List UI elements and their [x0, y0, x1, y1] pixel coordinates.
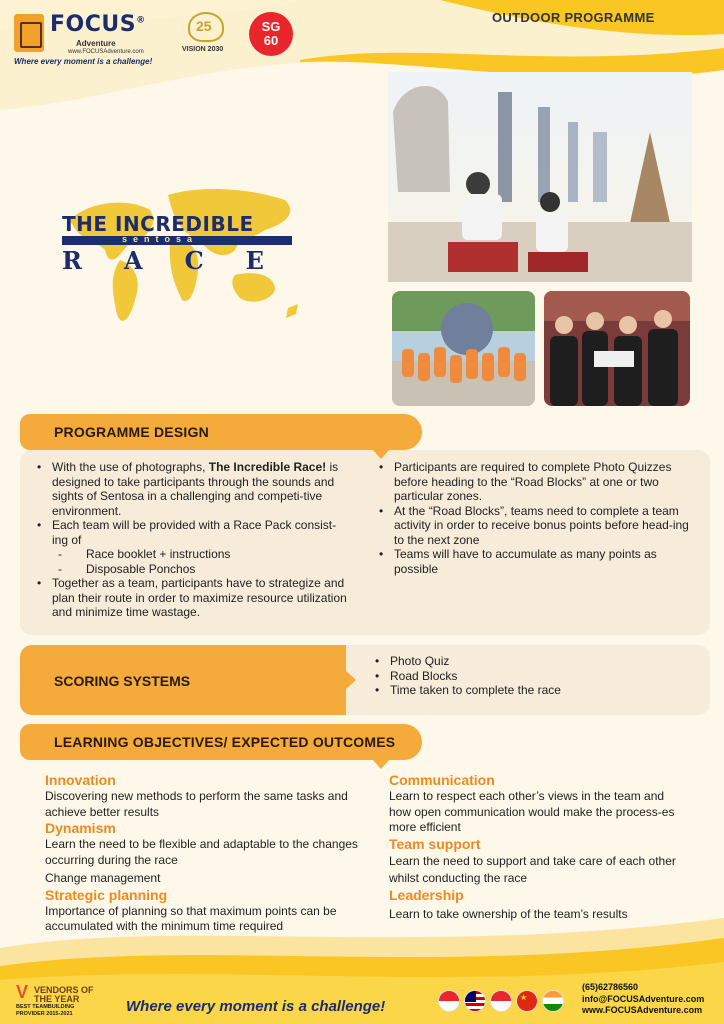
programme-design-title: PROGRAMME DESIGN: [54, 424, 209, 440]
award-line1: VENDORS OF: [34, 985, 94, 995]
badge-text: VISION 2030: [182, 46, 224, 53]
outcome-text: Change management: [45, 871, 161, 885]
programme-design-right: [372, 460, 697, 576]
china-flag-icon: ★: [516, 990, 538, 1012]
incredible-race-logo: [62, 212, 306, 275]
scoring-item: • Time taken to complete the race: [368, 683, 698, 698]
outcome-title-team-support: Team support: [389, 835, 481, 852]
outcome-title-communication: Communication: [389, 772, 495, 788]
scoring-item: • Photo Quiz: [368, 654, 698, 669]
india-flag-icon: [542, 990, 564, 1012]
malaysia-flag-icon: [464, 990, 486, 1012]
programme-design-left: [30, 460, 352, 620]
outcome-title-dynamism: Dynamism: [45, 820, 116, 836]
badge-number: 25: [196, 18, 212, 34]
award-line2: THE YEAR: [34, 994, 80, 1004]
scoring-title: SCORING SYSTEMS: [54, 673, 191, 689]
contact-email[interactable]: info@FOCUSAdventure.com: [582, 993, 705, 1004]
focus-adventure-logo: [14, 12, 164, 72]
race-logo-line2: sentosa: [122, 234, 199, 244]
design-bullet-3: • Together as a team, participants have to strategize and plan their route in order to maximize resource utilization and minimize time wastage.: [30, 576, 352, 620]
outcome-text: Learn the need to be flexible and adaptable to the changes occurring during the race: [45, 837, 358, 867]
logo-mark-icon: [14, 14, 44, 52]
group-photo-universal: [392, 291, 535, 406]
sg60-line1: SG: [261, 19, 281, 34]
award-line3: BEST TEAMBUILDING: [16, 1004, 75, 1010]
anniversary-badge: [180, 12, 232, 64]
contact-info: [582, 982, 704, 1017]
scoring-item: • Road Blocks: [368, 669, 698, 684]
design-bullet-6: • Teams will have to accumulate as many points as possible: [372, 547, 697, 576]
logo-url: www.FOCUSAdventure.com: [68, 49, 144, 55]
hero-photo-collage: [388, 72, 692, 282]
design-bullet-2: [30, 518, 352, 576]
scoring-list: [368, 654, 698, 698]
header-pointer: [372, 759, 390, 769]
outcomes-right: [389, 772, 689, 922]
contact-website[interactable]: www.FOCUSAdventure.com: [582, 1005, 703, 1015]
award-title: [34, 986, 94, 1004]
outcome-title-innovation: Innovation: [45, 772, 116, 788]
country-flags: [438, 990, 568, 1014]
award-line4: PROVIDER 2015-2021: [16, 1011, 73, 1017]
race-name-bold: The Incredible Race!: [208, 460, 327, 474]
registered-icon: ®: [136, 15, 146, 26]
logo-tagline: Where every moment is a challenge!: [14, 57, 153, 66]
singapore-flag-icon: [438, 990, 460, 1012]
logo-name: FOCUS: [50, 12, 137, 37]
design-bullet-1-post: is designed to take participants through the sounds and sights of Sentosa in a challenging and competi-tive environment.: [52, 460, 339, 518]
design-bullet-2-text: Each team will be provided with a Race Pack consist-ing of: [52, 518, 337, 547]
sg60-line2: 60: [263, 33, 279, 48]
race-logo-line1: THE INCREDIBLE: [62, 212, 254, 236]
race-logo-line3: RACE: [62, 246, 306, 275]
team-photo-map: [544, 291, 690, 406]
race-pack-item: - Race booklet + instructions: [52, 547, 352, 562]
footer-slogan: Where every moment is a challenge!: [126, 998, 386, 1015]
outcome-text: Importance of planning so that maximum points can be accumulated with the minimum time required: [45, 903, 337, 933]
outcomes-header: [20, 724, 422, 760]
outcomes-title: LEARNING OBJECTIVES/ EXPECTED OUTCOMES: [54, 734, 396, 750]
design-bullet-5: • At the “Road Blocks”, teams need to complete a team activity in order to receive bonus points before head-ing to the next zone: [372, 504, 697, 548]
race-pack-item: - Disposable Ponchos: [52, 562, 352, 577]
indonesia-flag-icon: [490, 990, 512, 1012]
sg60-logo: [249, 12, 293, 56]
outcome-text: Learn the need to support and take care of each other whilst conducting the race: [389, 853, 676, 885]
contact-phone: (65)62786560: [582, 982, 639, 992]
outcomes-left: [45, 772, 380, 935]
outcome-text: Learn to respect each other’s views in the team and how open communication would make the process-es more efficient: [389, 789, 675, 834]
design-bullet-1: [30, 460, 352, 518]
design-bullet-4: • Participants are required to complete Photo Quizzes before heading to the “Road Blocks” at one or two particular zones.: [372, 460, 697, 504]
award-sub: [16, 1004, 74, 1018]
scoring-header: [20, 645, 346, 715]
scoring-panel: [20, 645, 710, 715]
logo-sub: Adventure: [76, 39, 116, 48]
design-bullet-1-pre: With the use of photographs,: [52, 460, 209, 474]
header-pointer: [372, 449, 390, 459]
outcome-text: Learn to take ownership of the team’s results: [389, 906, 628, 921]
award-v-icon: V: [16, 982, 29, 1002]
outcome-title-leadership: Leadership: [389, 886, 464, 903]
programme-design-header: [20, 414, 422, 450]
outcome-title-strategic-planning: Strategic planning: [45, 886, 168, 903]
outcome-text: Discovering new methods to perform the same tasks and achieve better results: [45, 789, 348, 819]
programme-type: OUTDOOR PROGRAMME: [492, 10, 655, 25]
